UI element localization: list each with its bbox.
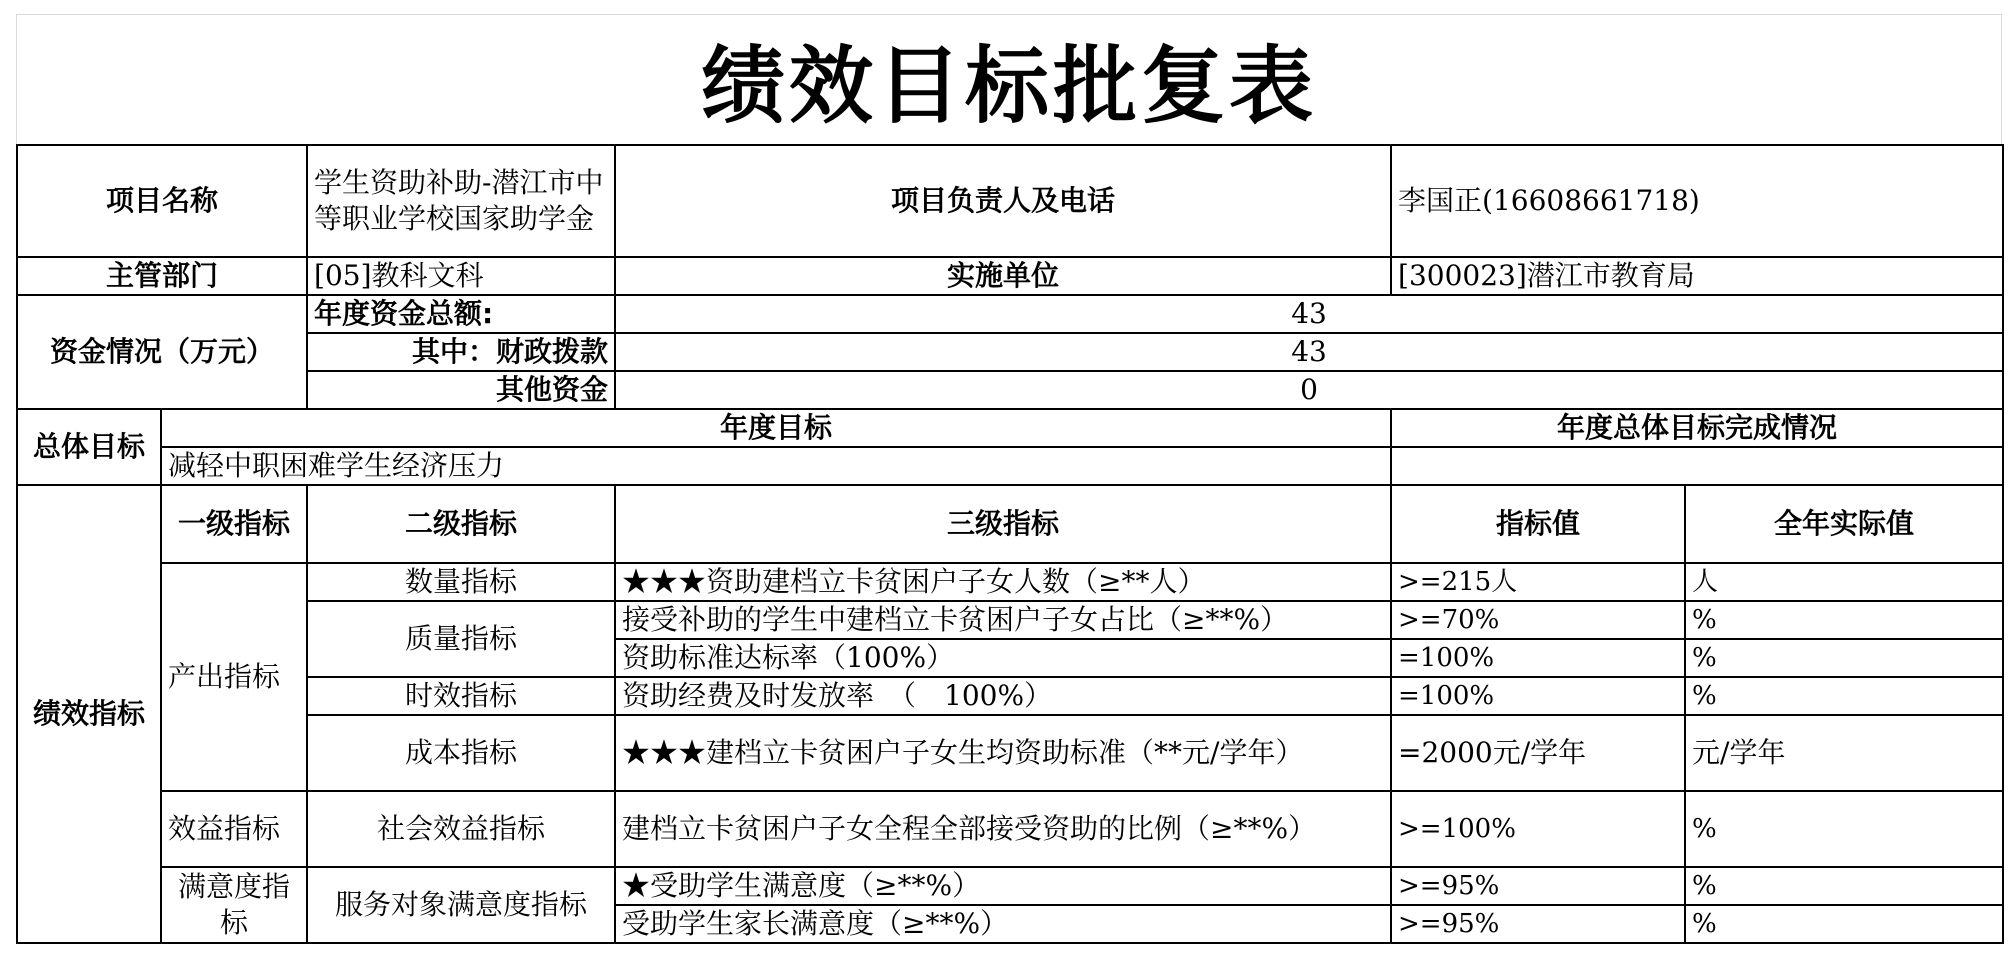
table-row bbox=[17, 447, 2003, 485]
table-row bbox=[17, 601, 2003, 639]
unit-label: 实施单位 bbox=[615, 257, 1391, 295]
indicator-actual[interactable]: % bbox=[1685, 867, 2003, 905]
funds-label: 资金情况（万元） bbox=[17, 295, 307, 409]
indicator-item[interactable]: 建档立卡贫困户子女全程全部接受资助的比例（≥**%） bbox=[615, 791, 1391, 867]
sub-quality: 质量指标 bbox=[307, 601, 615, 677]
table-row bbox=[17, 145, 2003, 257]
sub-service: 服务对象满意度指标 bbox=[307, 867, 615, 943]
funds-total-value[interactable]: 43 bbox=[615, 295, 2003, 333]
indicator-target[interactable]: =100% bbox=[1391, 639, 1685, 677]
table-row bbox=[17, 371, 2003, 409]
sub-cost: 成本指标 bbox=[307, 715, 615, 791]
indicator-actual[interactable]: 元/学年 bbox=[1685, 715, 2003, 791]
table-row bbox=[17, 409, 2003, 447]
indicator-item[interactable]: ★★★资助建档立卡贫困户子女人数（≥**人） bbox=[615, 563, 1391, 601]
header-level1: 一级指标 bbox=[161, 485, 307, 563]
table-row bbox=[17, 715, 2003, 791]
table-row bbox=[17, 867, 2003, 905]
indicator-actual[interactable]: % bbox=[1685, 905, 2003, 943]
header-target: 指标值 bbox=[1391, 485, 1685, 563]
annual-goal-header: 年度目标 bbox=[161, 409, 1391, 447]
table-row bbox=[17, 485, 2003, 563]
indicator-target[interactable]: >=215人 bbox=[1391, 563, 1685, 601]
sub-social: 社会效益指标 bbox=[307, 791, 615, 867]
project-owner-label: 项目负责人及电话 bbox=[615, 145, 1391, 257]
indicator-target[interactable]: =2000元/学年 bbox=[1391, 715, 1685, 791]
indicator-target[interactable]: =100% bbox=[1391, 677, 1685, 715]
header-actual: 全年实际值 bbox=[1685, 485, 2003, 563]
group-satisfaction: 满意度指标 bbox=[161, 867, 307, 943]
unit-value[interactable]: [300023]潜江市教育局 bbox=[1391, 257, 2003, 295]
header-level3: 三级指标 bbox=[615, 485, 1391, 563]
indicator-item[interactable]: 资助标准达标率（100%） bbox=[615, 639, 1391, 677]
indicator-actual[interactable]: 人 bbox=[1685, 563, 2003, 601]
indicator-target[interactable]: >=70% bbox=[1391, 601, 1685, 639]
indicator-actual[interactable]: % bbox=[1685, 791, 2003, 867]
indicator-item[interactable]: 受助学生家长满意度（≥**%） bbox=[615, 905, 1391, 943]
indicator-item[interactable]: ★★★建档立卡贫困户子女生均资助标准（**元/学年） bbox=[615, 715, 1391, 791]
table-row bbox=[17, 333, 2003, 371]
project-name-label: 项目名称 bbox=[17, 145, 307, 257]
indicator-item[interactable]: ★受助学生满意度（≥**%） bbox=[615, 867, 1391, 905]
indicator-actual[interactable]: % bbox=[1685, 677, 2003, 715]
group-benefit: 效益指标 bbox=[161, 791, 307, 867]
funds-other-value[interactable]: 0 bbox=[615, 371, 2003, 409]
indicator-actual[interactable]: % bbox=[1685, 601, 2003, 639]
completion-header: 年度总体目标完成情况 bbox=[1391, 409, 2003, 447]
table-row bbox=[17, 257, 2003, 295]
indicator-item[interactable]: 接受补助的学生中建档立卡贫困户子女占比（≥**%） bbox=[615, 601, 1391, 639]
sub-quantity: 数量指标 bbox=[307, 563, 615, 601]
indicator-target[interactable]: >=95% bbox=[1391, 905, 1685, 943]
dept-label: 主管部门 bbox=[17, 257, 307, 295]
project-owner-value[interactable]: 李国正(16608661718) bbox=[1391, 145, 2003, 257]
sub-timeliness: 时效指标 bbox=[307, 677, 615, 715]
indicator-target[interactable]: >=95% bbox=[1391, 867, 1685, 905]
funds-other-label: 其他资金 bbox=[307, 371, 615, 409]
completion-text[interactable] bbox=[1391, 447, 2003, 485]
funds-fiscal-value[interactable]: 43 bbox=[615, 333, 2003, 371]
table-row bbox=[17, 295, 2003, 333]
funds-fiscal-label: 其中：财政拨款 bbox=[307, 333, 615, 371]
page-title: 绩效目标批复表 bbox=[16, 14, 2002, 144]
project-name-value[interactable]: 学生资助补助-潜江市中等职业学校国家助学金 bbox=[307, 145, 615, 257]
header-level2: 二级指标 bbox=[307, 485, 615, 563]
indicator-item[interactable]: 资助经费及时发放率 （ 100%） bbox=[615, 677, 1391, 715]
funds-total-label: 年度资金总额: bbox=[307, 295, 615, 333]
overall-goal-label: 总体目标 bbox=[17, 409, 161, 485]
indicator-actual[interactable]: % bbox=[1685, 639, 2003, 677]
performance-table bbox=[16, 144, 2004, 944]
table-row bbox=[17, 563, 2003, 601]
indicator-target[interactable]: >=100% bbox=[1391, 791, 1685, 867]
table-row bbox=[17, 677, 2003, 715]
table-row bbox=[17, 791, 2003, 867]
annual-goal-text[interactable]: 减轻中职困难学生经济压力 bbox=[161, 447, 1391, 485]
indicators-label: 绩效指标 bbox=[17, 485, 161, 943]
dept-value[interactable]: [05]教科文科 bbox=[307, 257, 615, 295]
group-output: 产出指标 bbox=[161, 563, 307, 791]
